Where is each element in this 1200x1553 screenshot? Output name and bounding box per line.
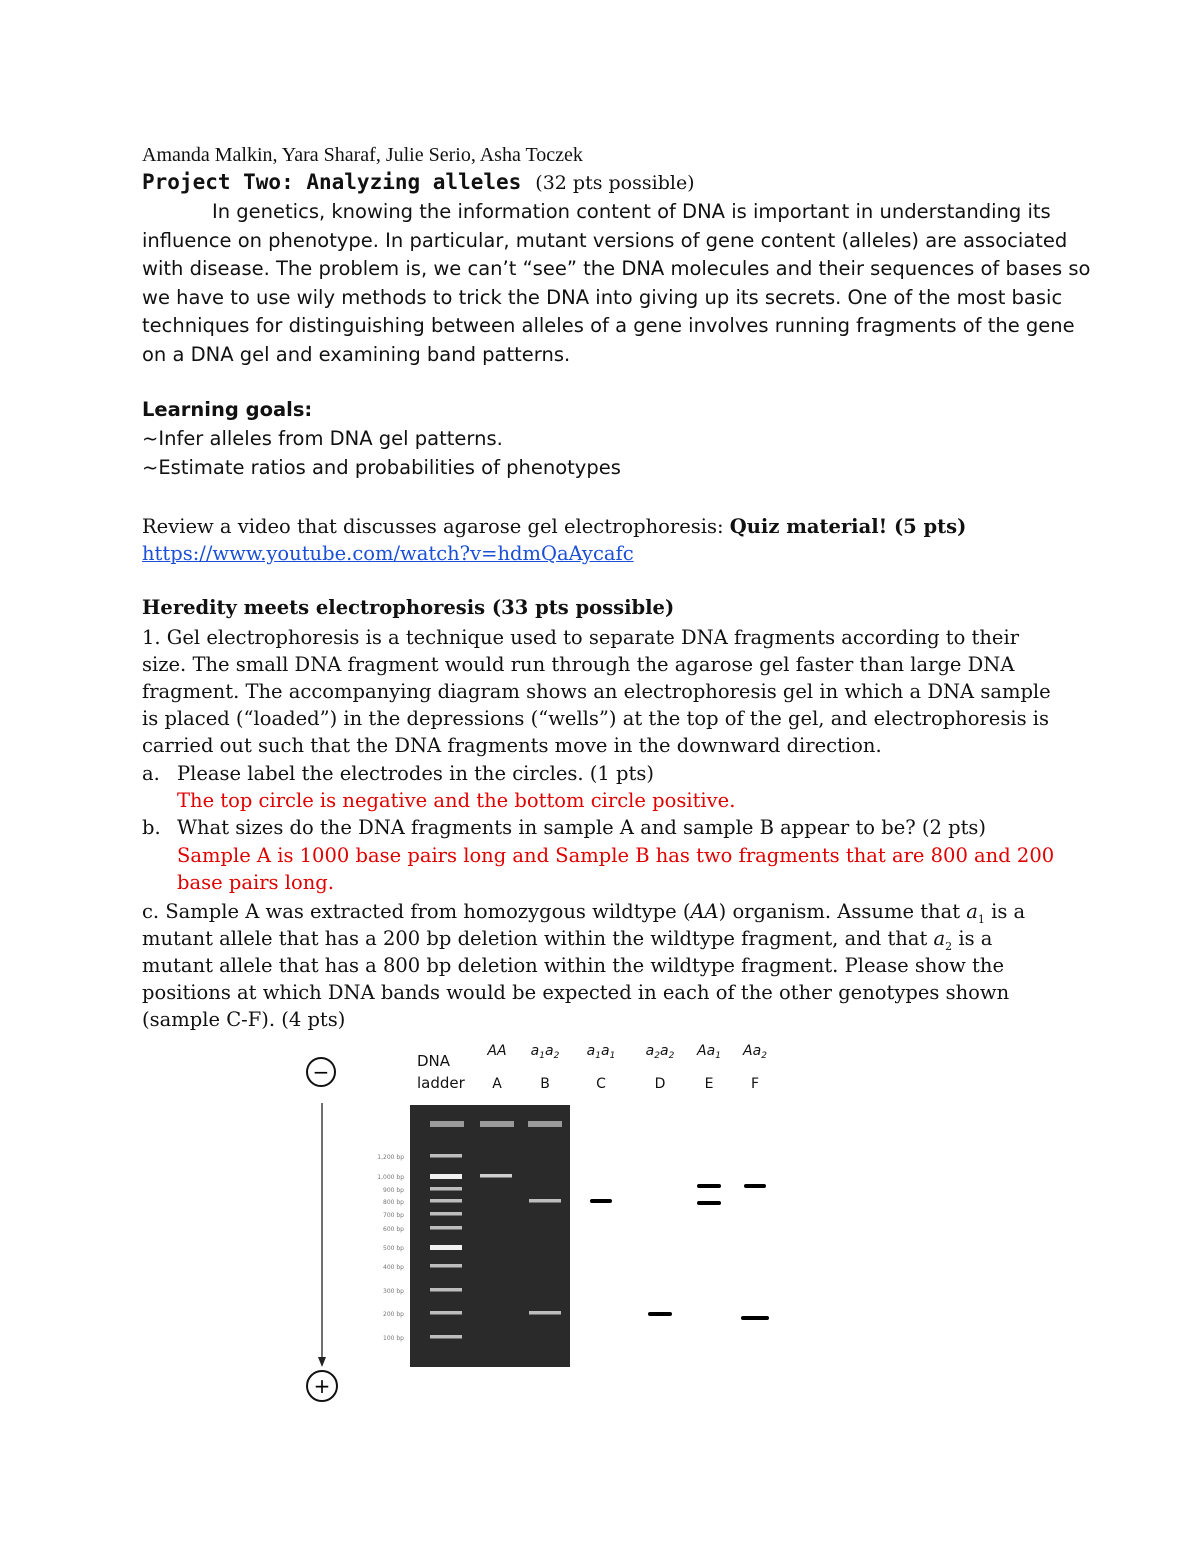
learning-goals-heading: Learning goals: <box>142 398 313 421</box>
ladder-size-label: 1,200 bp <box>377 1154 404 1161</box>
learning-goal-item: ~Infer alleles from DNA gel patterns. <box>142 427 503 450</box>
genotype-label: AA <box>487 1043 507 1059</box>
qb-label: b. <box>142 816 161 839</box>
section-heading: Heredity meets electrophoresis (33 pts possible) <box>142 596 675 619</box>
qc-line: mutant allele that has a 800 bp deletion within the wildtype fragment. Please show the <box>142 954 1004 977</box>
migration-arrow-head <box>318 1357 326 1367</box>
intro-line: we have to use wily methods to trick the DNA into giving up its secrets. One of the most basic <box>142 285 1063 309</box>
ladder-band <box>430 1199 462 1203</box>
qc-text: mutant allele that has a 200 bp deletion within the wildtype fragment, and that <box>142 927 934 950</box>
ladder-band <box>430 1174 462 1179</box>
lane-b-band <box>529 1311 561 1315</box>
intro-line: In genetics, knowing the information content of DNA is important in understanding its <box>212 200 1051 223</box>
ladder-size-label: 400 bp <box>383 1264 404 1271</box>
qc-line: (sample C-F). (4 pts) <box>142 1008 346 1031</box>
lane-letter: C <box>596 1076 606 1092</box>
ladder-label-1: DNA <box>417 1052 451 1070</box>
intro-paragraph <box>142 198 1091 370</box>
lane-letter: F <box>750 1076 760 1092</box>
qa-text: Please label the electrodes in the circles. (1 pts) <box>177 762 654 785</box>
ladder-band <box>430 1212 462 1216</box>
intro-line: on a DNA gel and examining band patterns. <box>142 342 571 366</box>
ladder-size-label: 500 bp <box>383 1245 404 1252</box>
authors-line: Amanda Malkin, Yara Sharaf, Julie Serio, Asha Toczek <box>142 144 583 166</box>
video-text: Review a video that discusses agarose gel electrophoresis: <box>142 515 730 538</box>
ladder-band <box>430 1335 462 1339</box>
title-bold: Project Two: Analyzing alleles <box>142 170 522 194</box>
q1-line: is placed (“loaded”) in the depressions (“wells”) at the top of the gel, and electrophoresis is <box>142 707 1050 730</box>
qb-answer-line: Sample A is 1000 base pairs long and Sample B has two fragments that are 800 and 200 <box>177 844 1055 867</box>
qc-text: is a <box>952 927 993 950</box>
learning-goal-item: ~Estimate ratios and probabilities of phenotypes <box>142 456 621 479</box>
gel-well <box>480 1121 514 1127</box>
page-title <box>142 170 695 194</box>
qc-text: c. Sample A was extracted from homozygous wildtype ( <box>142 900 691 923</box>
genotype-label: $a_2a_2$ <box>645 1043 675 1061</box>
video-link[interactable]: https://www.youtube.com/watch?v=hdmQaAycafc <box>142 542 634 565</box>
qc-allele-sub: 1 <box>977 912 985 926</box>
q1-line: 1. Gel electrophoresis is a technique used to separate DNA fragments according to their <box>142 626 1020 649</box>
ladder-size-label: 1,000 bp <box>377 1174 404 1181</box>
drawn-answer-band <box>697 1184 721 1188</box>
ladder-size-label: 600 bp <box>383 1226 404 1233</box>
intro-line: techniques for distinguishing between alleles of a gene involves running fragments of the gene <box>142 314 1075 338</box>
gel-figure <box>290 1035 810 1405</box>
qa-answer: The top circle is negative and the bottom circle positive. <box>177 789 736 812</box>
video-line <box>142 515 966 538</box>
intro-line: with disease. The problem is, we can’t “see” the DNA molecules and their sequences of bases so <box>142 257 1091 281</box>
ladder-label-2: ladder <box>417 1074 465 1092</box>
q1-line: carried out such that the DNA fragments move in the downward direction. <box>142 734 882 757</box>
qc-allele-sub: 2 <box>945 939 953 953</box>
lane-letter: D <box>654 1076 666 1092</box>
qa-label: a. <box>142 762 160 785</box>
ladder-size-label: 300 bp <box>383 1288 404 1295</box>
ladder-band <box>430 1288 462 1292</box>
lane-a-band <box>480 1174 512 1178</box>
title-points: 32 pts possible) <box>542 172 695 194</box>
ladder-band <box>430 1264 462 1268</box>
lane-b-band <box>529 1199 561 1203</box>
gel-body <box>410 1105 570 1367</box>
ladder-band <box>430 1154 462 1158</box>
drawn-answer-band <box>744 1184 766 1188</box>
qc-genotype: AA <box>690 900 719 923</box>
genotype-label: $a_1a_1$ <box>586 1043 616 1061</box>
lane-letter: E <box>704 1076 714 1092</box>
genotype-label: $a_1a_2$ <box>530 1043 560 1061</box>
lane-letter: B <box>540 1076 550 1092</box>
ladder-band <box>430 1187 462 1191</box>
gel-well <box>430 1121 464 1127</box>
ladder-size-label: 200 bp <box>383 1311 404 1318</box>
title-open-paren: ( <box>535 172 543 194</box>
qc-allele: a <box>933 927 946 950</box>
ladder-size-label: 700 bp <box>383 1212 404 1219</box>
ladder-size-label: 100 bp <box>383 1335 404 1342</box>
drawn-answer-band <box>741 1316 769 1320</box>
qb-text: What sizes do the DNA fragments in sample A and sample B appear to be? (2 pts) <box>177 816 987 839</box>
electrode-positive[interactable] <box>307 1371 337 1401</box>
drawn-answer-band <box>697 1201 721 1205</box>
electrode-negative[interactable] <box>307 1058 335 1086</box>
qc-allele: a <box>966 900 978 923</box>
q1-line: fragment. The accompanying diagram shows an electrophoresis gel in which a DNA sample <box>142 680 1051 703</box>
qc-text: is a <box>984 900 1026 923</box>
drawn-answer-band <box>590 1199 612 1203</box>
q1-line: size. The small DNA fragment would run through the agarose gel faster than large DNA <box>142 653 1015 676</box>
drawn-answer-band <box>648 1312 672 1316</box>
ladder-band <box>430 1311 462 1315</box>
ladder-size-label: 800 bp <box>383 1199 404 1206</box>
qc-text: ) organism. Assume that <box>718 900 967 923</box>
qb-answer-line: base pairs long. <box>177 871 334 894</box>
lane-letter: A <box>492 1076 502 1092</box>
genotype-label: $Aa_1$ <box>697 1043 721 1061</box>
ladder-size-label: 900 bp <box>383 1187 404 1194</box>
ladder-band <box>430 1245 462 1250</box>
genotype-label: $Aa_2$ <box>743 1043 767 1061</box>
electrode-positive-sign: + <box>313 1374 331 1398</box>
ladder-band <box>430 1226 462 1230</box>
gel-well <box>528 1121 562 1127</box>
quiz-material-label: Quiz material! (5 pts) <box>729 515 967 538</box>
intro-line: influence on phenotype. In particular, mutant versions of gene content (alleles) are associated <box>142 228 1068 252</box>
qc-line: positions at which DNA bands would be expected in each of the other genotypes shown <box>142 981 1010 1004</box>
electrode-negative-sign: − <box>312 1060 330 1084</box>
